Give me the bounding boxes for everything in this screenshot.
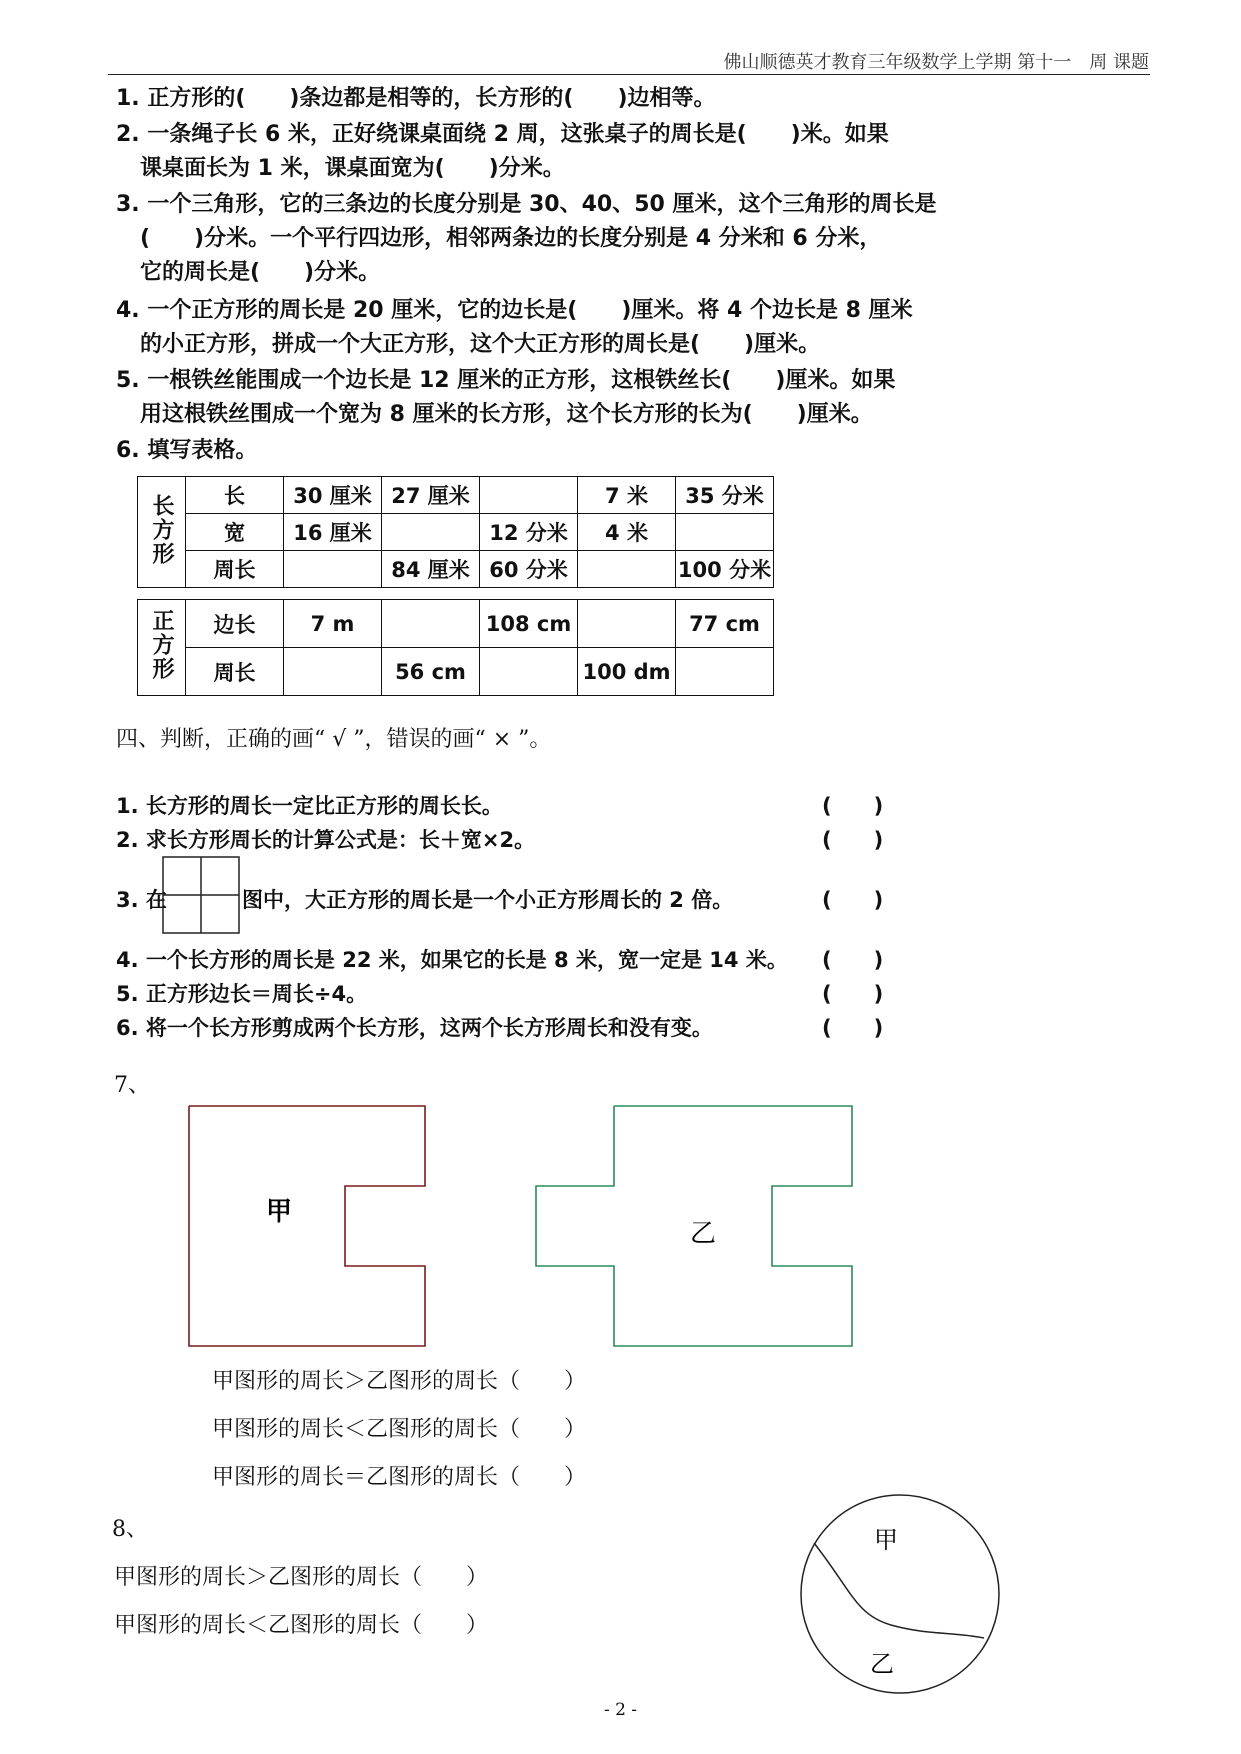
shape-jia-label: 甲: [266, 1197, 293, 1227]
shape-yi-figure: [532, 1100, 862, 1360]
rect-cell: [578, 551, 676, 588]
square-cell: 56 cm: [382, 648, 480, 696]
question-5: [116, 364, 895, 432]
judgment-5: 5. 正方形边长＝周长÷4。: [116, 982, 368, 1006]
judgment-2: 2. 求长方形周长的计算公式是：长＋宽×2。: [116, 828, 536, 852]
judgment-2-bracket[interactable]: ( ): [822, 828, 884, 852]
judgment-4-bracket[interactable]: ( ): [822, 948, 884, 972]
square-cell: [578, 600, 676, 648]
rectangle-table-label: 长方形: [138, 477, 186, 588]
rect-cell: 7 米: [578, 477, 676, 514]
q8-option-2[interactable]: 甲图形的周长＜乙图形的周长（ ）: [114, 1613, 489, 1638]
square-cell: 7 m: [284, 600, 382, 648]
rect-cell: [676, 514, 774, 551]
judgment-3-pre: 3. 在: [116, 888, 167, 912]
question-7-number: 7、: [114, 1073, 150, 1098]
judgment-3-bracket[interactable]: ( ): [822, 888, 884, 912]
question-3: [116, 188, 937, 290]
question-2: [116, 118, 889, 186]
rect-cell: 84 厘米: [382, 551, 480, 588]
question-3-line-1: 3. 一个三角形，它的三条边的长度分别是 30、40、50 厘米，这个三角形的周长是: [116, 192, 937, 217]
question-1-line-1: 1. 正方形的( )条边都是相等的，长方形的( )边相等。: [116, 86, 716, 111]
rect-cell: 100 分米: [676, 551, 774, 588]
question-1: [116, 82, 716, 116]
rect-cell: 30 厘米: [284, 477, 382, 514]
rect-cell: 60 分米: [480, 551, 578, 588]
header-divider: [108, 74, 1150, 75]
square-cell: 108 cm: [480, 600, 578, 648]
square-row-head: 周长: [186, 648, 284, 696]
rect-cell: 35 分米: [676, 477, 774, 514]
question-3-line-2: ( )分米。一个平行四边形，相邻两条边的长度分别是 4 分米和 6 分米，: [140, 226, 882, 251]
q7-option-1[interactable]: 甲图形的周长＞乙图形的周长（ ）: [212, 1369, 587, 1394]
judgment-5-bracket[interactable]: ( ): [822, 982, 884, 1006]
square-cell: [382, 600, 480, 648]
square-cell: 100 dm: [578, 648, 676, 696]
square-table: [137, 599, 774, 696]
rectangle-table: [137, 476, 774, 588]
question-2-line-2: 课桌面长为 1 米，课桌面宽为( )分米。: [140, 156, 565, 181]
question-2-line-1: 2. 一条绳子长 6 米，正好绕课桌面绕 2 周，这张桌子的周长是( )米。如果: [116, 122, 889, 147]
judgment-6: 6. 将一个长方形剪成两个长方形，这两个长方形周长和没有变。: [116, 1016, 713, 1040]
rect-cell: 16 厘米: [284, 514, 382, 551]
rect-cell: [382, 514, 480, 551]
rect-cell: 27 厘米: [382, 477, 480, 514]
judgment-3-post: 图中，大正方形的周长是一个小正方形周长的 2 倍。: [242, 888, 734, 912]
rect-cell: [480, 477, 578, 514]
rect-cell: 12 分米: [480, 514, 578, 551]
question-6-line-1: 6. 填写表格。: [116, 438, 258, 463]
judgment-4: 4. 一个长方形的周长是 22 米，如果它的长是 8 米，宽一定是 14 米。: [116, 948, 788, 972]
square-cell: [284, 648, 382, 696]
circle-yi-label: 乙: [870, 1650, 894, 1678]
question-4-line-1: 4. 一个正方形的周长是 20 厘米，它的边长是( )厘米。将 4 个边长是 8 厘米: [116, 298, 913, 323]
question-5-line-2: 用这根铁丝围成一个宽为 8 厘米的长方形，这个长方形的长为( )厘米。: [140, 402, 873, 427]
square-cell: 77 cm: [676, 600, 774, 648]
q7-option-3[interactable]: 甲图形的周长＝乙图形的周长（ ）: [212, 1465, 587, 1490]
question-8-number: 8、: [112, 1517, 148, 1542]
q7-option-2[interactable]: 甲图形的周长＜乙图形的周长（ ）: [212, 1417, 587, 1442]
square-table-label: 正方形: [138, 600, 186, 696]
rect-row-head: 周长: [186, 551, 284, 588]
square-cell: [480, 648, 578, 696]
question-4: [116, 294, 913, 362]
page-header-title: 佛山顺德英才教育三年级数学上学期 第十一 周 课题: [723, 52, 1149, 73]
section-4-title: 四、判断，正确的画“ √ ”，错误的画“ × ”。: [116, 727, 552, 752]
grid-square-figure: [162, 856, 240, 934]
square-row-head: 边长: [186, 600, 284, 648]
judgment-1-bracket[interactable]: ( ): [822, 794, 884, 818]
rect-row-head: 长: [186, 477, 284, 514]
page-number: - 2 -: [603, 1700, 638, 1720]
judgment-6-bracket[interactable]: ( ): [822, 1016, 884, 1040]
judgment-1: 1. 长方形的周长一定比正方形的周长长。: [116, 794, 503, 818]
square-cell: [676, 648, 774, 696]
rect-cell: 4 米: [578, 514, 676, 551]
shape-jia-figure: [180, 1100, 440, 1360]
shape-yi-label: 乙: [690, 1219, 717, 1249]
rect-row-head: 宽: [186, 514, 284, 551]
circle-jia-label: 甲: [874, 1526, 898, 1554]
question-4-line-2: 的小正方形，拼成一个大正方形，这个大正方形的周长是( )厘米。: [140, 332, 821, 357]
q8-option-1[interactable]: 甲图形的周长＞乙图形的周长（ ）: [114, 1565, 489, 1590]
question-3-line-3: 它的周长是( )分米。: [140, 260, 381, 285]
rect-cell: [284, 551, 382, 588]
question-6: [116, 434, 257, 468]
circle-figure: [796, 1490, 1006, 1698]
question-5-line-1: 5. 一根铁丝能围成一个边长是 12 厘米的正方形，这根铁丝长( )厘米。如果: [116, 368, 896, 393]
